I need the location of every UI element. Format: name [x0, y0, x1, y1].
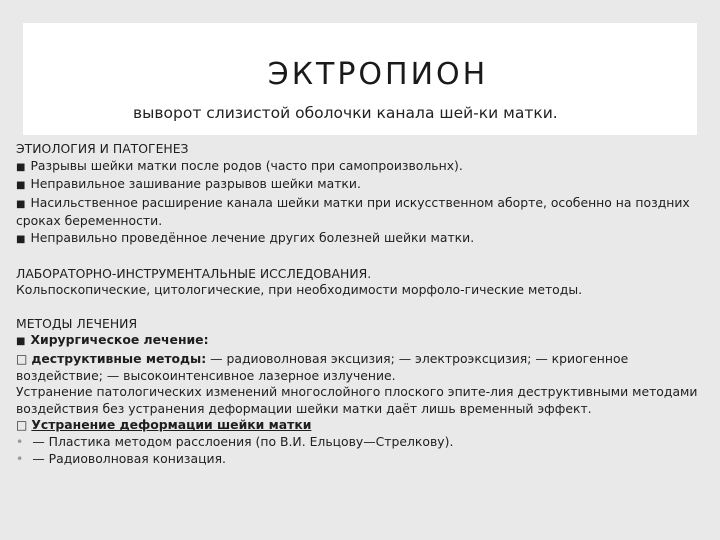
etiology-item: ■ Неправильное зашивание разрывов шейки матки. — [16, 176, 361, 192]
slide-content — [16, 141, 706, 467]
square-bullet-icon: ■ — [16, 198, 26, 210]
treatment-heading: МЕТОДЫ ЛЕЧЕНИЯ — [16, 315, 138, 331]
lab-text: Кольпоскопические, цитологические, при необходимости морфоло-гические методы. — [16, 282, 583, 298]
deformation-sub-item: • — Радиоволновая конизация. — [16, 450, 226, 466]
etiology-item: ■ Разрывы шейки матки после родов (часто при самопроизвольнх). — [16, 157, 463, 173]
dot-bullet-icon: • — [16, 450, 24, 466]
hollow-square-bullet-icon: □ — [16, 418, 28, 433]
slide-subtitle: выворот слизистой оболочки канала шей-ки матки. — [133, 104, 558, 122]
destructive-item: □ деструктивные методы: — радиоволновая эксцизия; — электроэксцизия; — криогенное воздействие; — высокоинтенсивное лазерное излучение. — [16, 350, 629, 383]
lab-heading: ЛАБОРАТОРНО-ИНСТРУМЕНТАЛЬНЫЕ ИССЛЕДОВАНИЯ. — [16, 265, 372, 281]
deformation-sub-item: • — Пластика методом расслоения (по В.И. Ельцову—Стрелкову). — [16, 433, 454, 449]
square-bullet-icon: ■ — [16, 161, 26, 173]
treatment-note: Устранение патологических изменений многослойного плоского эпите-лия деструктивными методами воздействия без устранения деформации шейки матки даёт лишь временный эффект. — [16, 384, 698, 416]
etiology-heading: ЭТИОЛОГИЯ И ПАТОГЕНЕЗ — [16, 141, 189, 156]
square-bullet-icon: ■ — [16, 180, 26, 192]
etiology-item: ■ Неправильно проведённое лечение других болезней шейки матки. — [16, 229, 475, 245]
etiology-item: ■ Насильственное расширение канала шейки матки при искусственном аборте, особенно на поздних сроках беременности. — [16, 194, 690, 229]
square-bullet-icon: ■ — [16, 336, 26, 348]
title-box — [23, 23, 697, 135]
hollow-square-bullet-icon: □ — [16, 351, 28, 366]
square-bullet-icon: ■ — [16, 233, 26, 245]
dot-bullet-icon: • — [16, 433, 24, 449]
deformation-item: □ Устранение деформации шейки матки — [16, 417, 312, 433]
slide-title: ЭКТРОПИОН — [267, 57, 489, 92]
surgical-item: ■ Хирургическое лечение: — [16, 332, 209, 348]
